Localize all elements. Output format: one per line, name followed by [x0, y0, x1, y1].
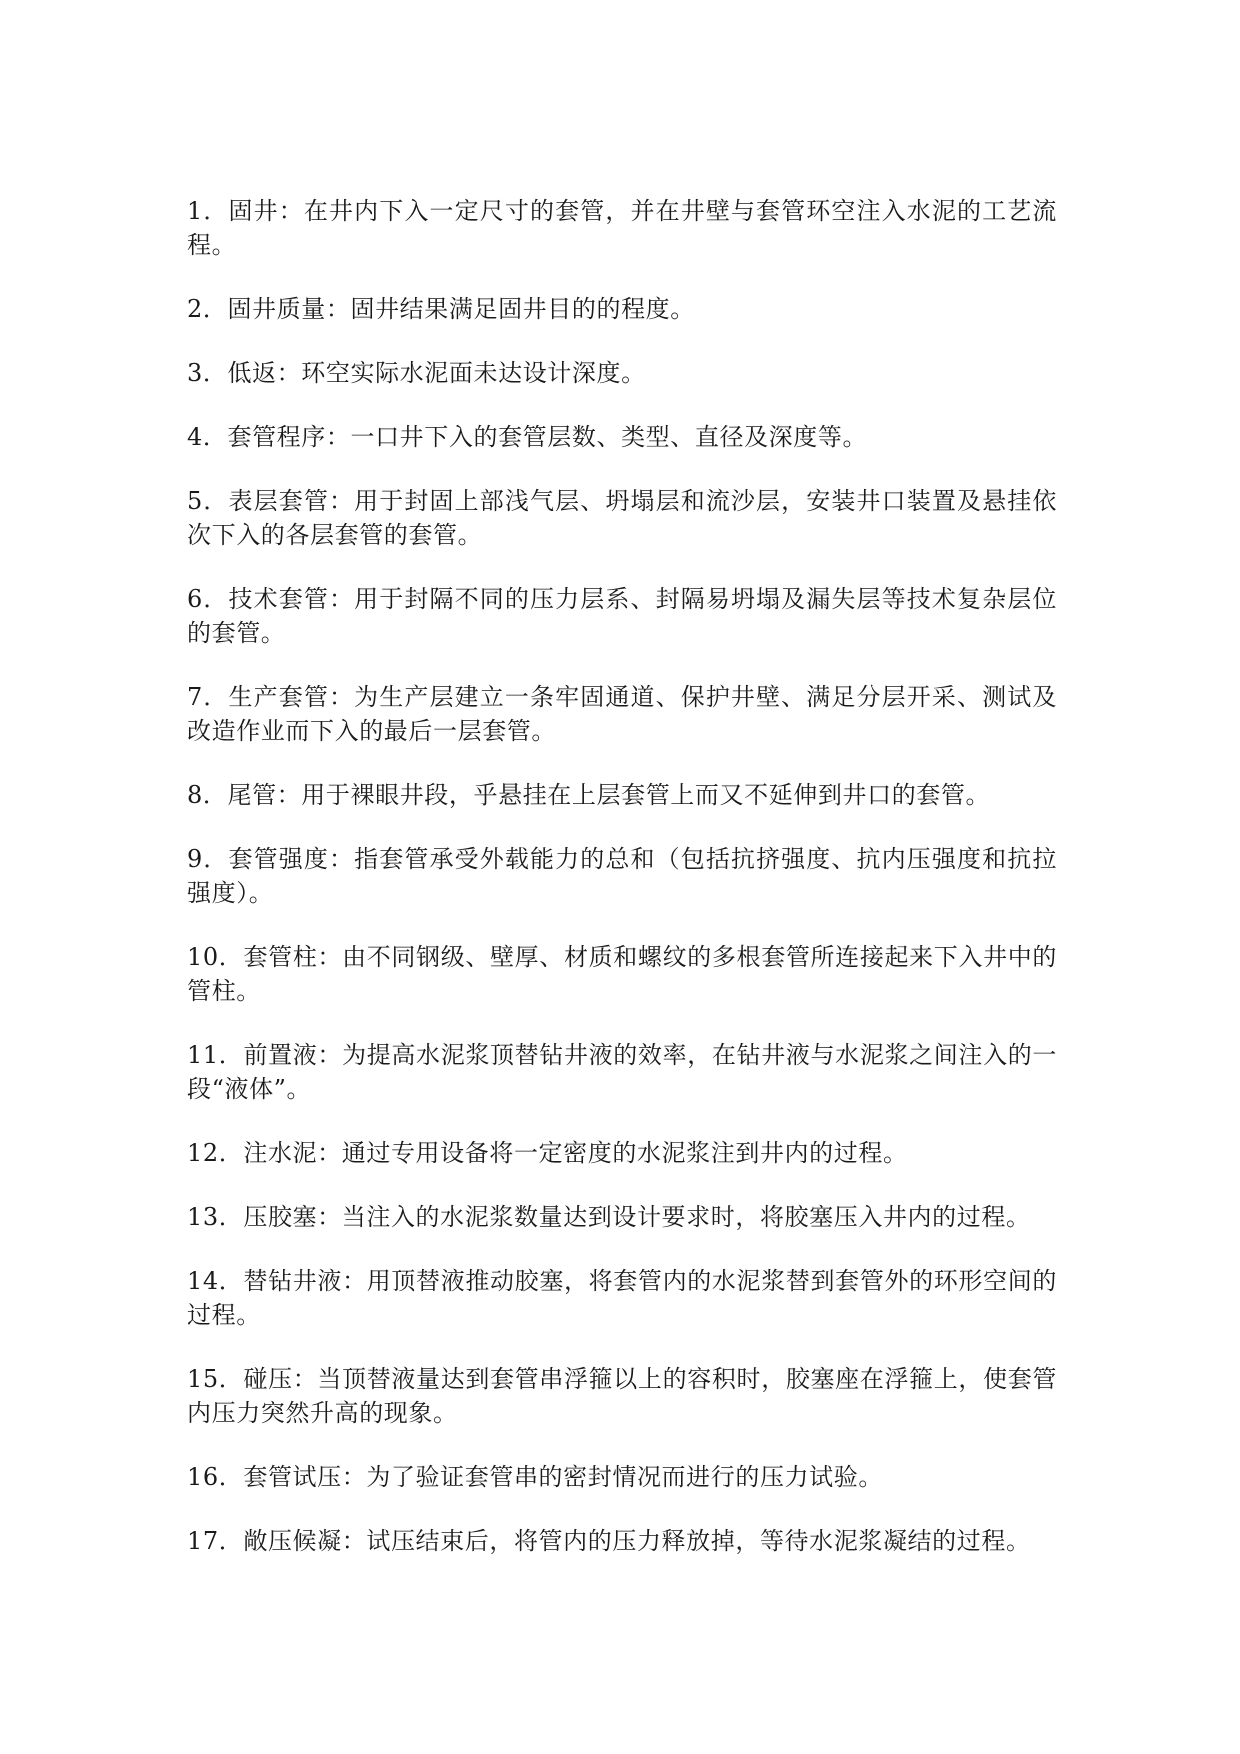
item-number: 4．	[187, 423, 228, 451]
item-term: 套管程序：	[227, 423, 351, 451]
item-number: 11．	[187, 1041, 244, 1069]
item-definition: 为了验证套管串的密封情况而进行的压力试验。	[366, 1463, 883, 1491]
item-term: 表层套管：	[228, 487, 355, 515]
item-definition: 由不同钢级、壁厚、材质和螺纹的多根套管所连接起来下入井中的管柱。	[187, 943, 1057, 1005]
item-definition: 在井内下入一定尺寸的套管，并在井壁与套管环空注入水泥的工艺流程。	[187, 197, 1057, 259]
item-definition: 用于封隔不同的压力层系、封隔易坍塌及漏失层等技术复杂层位的套管。	[187, 585, 1057, 647]
definition-item-12	[187, 1136, 1057, 1170]
definition-item-1	[187, 194, 1057, 262]
item-number: 1．	[187, 197, 229, 225]
definition-item-7	[187, 680, 1057, 748]
item-number: 13．	[187, 1203, 244, 1231]
definition-item-3	[187, 356, 1057, 390]
item-term: 套管试压：	[243, 1463, 367, 1491]
item-definition: 为提高水泥浆顶替钻井液的效率，在钻井液与水泥浆之间注入的一段“液体”。	[187, 1041, 1057, 1103]
definition-item-2	[187, 292, 1057, 326]
item-term: 套管柱：	[243, 943, 343, 971]
item-term: 注水泥：	[243, 1139, 342, 1167]
item-term: 碰压：	[243, 1365, 318, 1393]
item-definition: 环空实际水泥面未达设计深度。	[301, 359, 646, 387]
item-definition: 为生产层建立一条牢固通道、保护井壁、满足分层开采、测试及改造作业而下入的最后一层套管。	[187, 683, 1057, 745]
definition-item-16	[187, 1460, 1057, 1494]
item-number: 7．	[187, 683, 229, 711]
item-number: 8．	[187, 781, 228, 809]
item-number: 16．	[187, 1463, 244, 1491]
item-number: 6．	[187, 585, 229, 613]
item-definition: 试压结束后，将管内的压力释放掉，等待水泥浆凝结的过程。	[366, 1527, 1031, 1555]
item-number: 5．	[187, 487, 229, 515]
definition-item-17	[187, 1524, 1057, 1558]
item-term: 尾管：	[227, 781, 302, 809]
item-definition: 一口井下入的套管层数、类型、直径及深度等。	[350, 423, 868, 451]
item-term: 替钻井液：	[243, 1267, 367, 1295]
item-definition: 用于裸眼井段，乎悬挂在上层套管上而又不延伸到井口的套管。	[301, 781, 991, 809]
document-page	[187, 194, 1057, 1588]
item-definition: 指套管承受外载能力的总和（包括抗挤强度、抗内压强度和抗拉强度）。	[187, 845, 1057, 907]
item-definition: 当顶替液量达到套管串浮箍以上的容积时，胶塞座在浮箍上，使套管内压力突然升高的现象。	[187, 1365, 1057, 1427]
item-term: 前置液：	[243, 1041, 343, 1069]
item-definition: 通过专用设备将一定密度的水泥浆注到井内的过程。	[341, 1139, 908, 1167]
item-number: 17．	[187, 1527, 244, 1555]
item-term: 敞压候凝：	[243, 1527, 367, 1555]
definition-item-4	[187, 420, 1057, 454]
item-term: 技术套管：	[228, 585, 355, 613]
item-definition: 用顶替液推动胶塞，将套管内的水泥浆替到套管外的环形空间的过程。	[187, 1267, 1057, 1329]
item-number: 9．	[187, 845, 229, 873]
item-definition: 固井结果满足固井目的的程度。	[350, 295, 695, 323]
item-number: 3．	[187, 359, 228, 387]
definition-item-14	[187, 1264, 1057, 1332]
definition-item-9	[187, 842, 1057, 910]
item-number: 15．	[187, 1365, 244, 1393]
item-definition: 当注入的水泥浆数量达到设计要求时，将胶塞压入井内的过程。	[341, 1203, 1031, 1231]
definition-item-11	[187, 1038, 1057, 1106]
item-number: 14．	[187, 1267, 244, 1295]
definition-item-13	[187, 1200, 1057, 1234]
item-number: 2．	[187, 295, 228, 323]
item-number: 10．	[187, 943, 244, 971]
item-term: 低返：	[227, 359, 302, 387]
item-term: 固井：	[228, 197, 304, 225]
definition-item-10	[187, 940, 1057, 1008]
item-number: 12．	[187, 1139, 244, 1167]
definition-item-15	[187, 1362, 1057, 1430]
item-term: 压胶塞：	[243, 1203, 342, 1231]
definition-item-5	[187, 484, 1057, 552]
item-term: 套管强度：	[228, 845, 355, 873]
definition-item-6	[187, 582, 1057, 650]
item-term: 固井质量：	[227, 295, 351, 323]
item-term: 生产套管：	[228, 683, 355, 711]
definition-item-8	[187, 778, 1057, 812]
item-definition: 用于封固上部浅气层、坍塌层和流沙层，安装井口装置及悬挂依次下入的各层套管的套管。	[187, 487, 1057, 549]
